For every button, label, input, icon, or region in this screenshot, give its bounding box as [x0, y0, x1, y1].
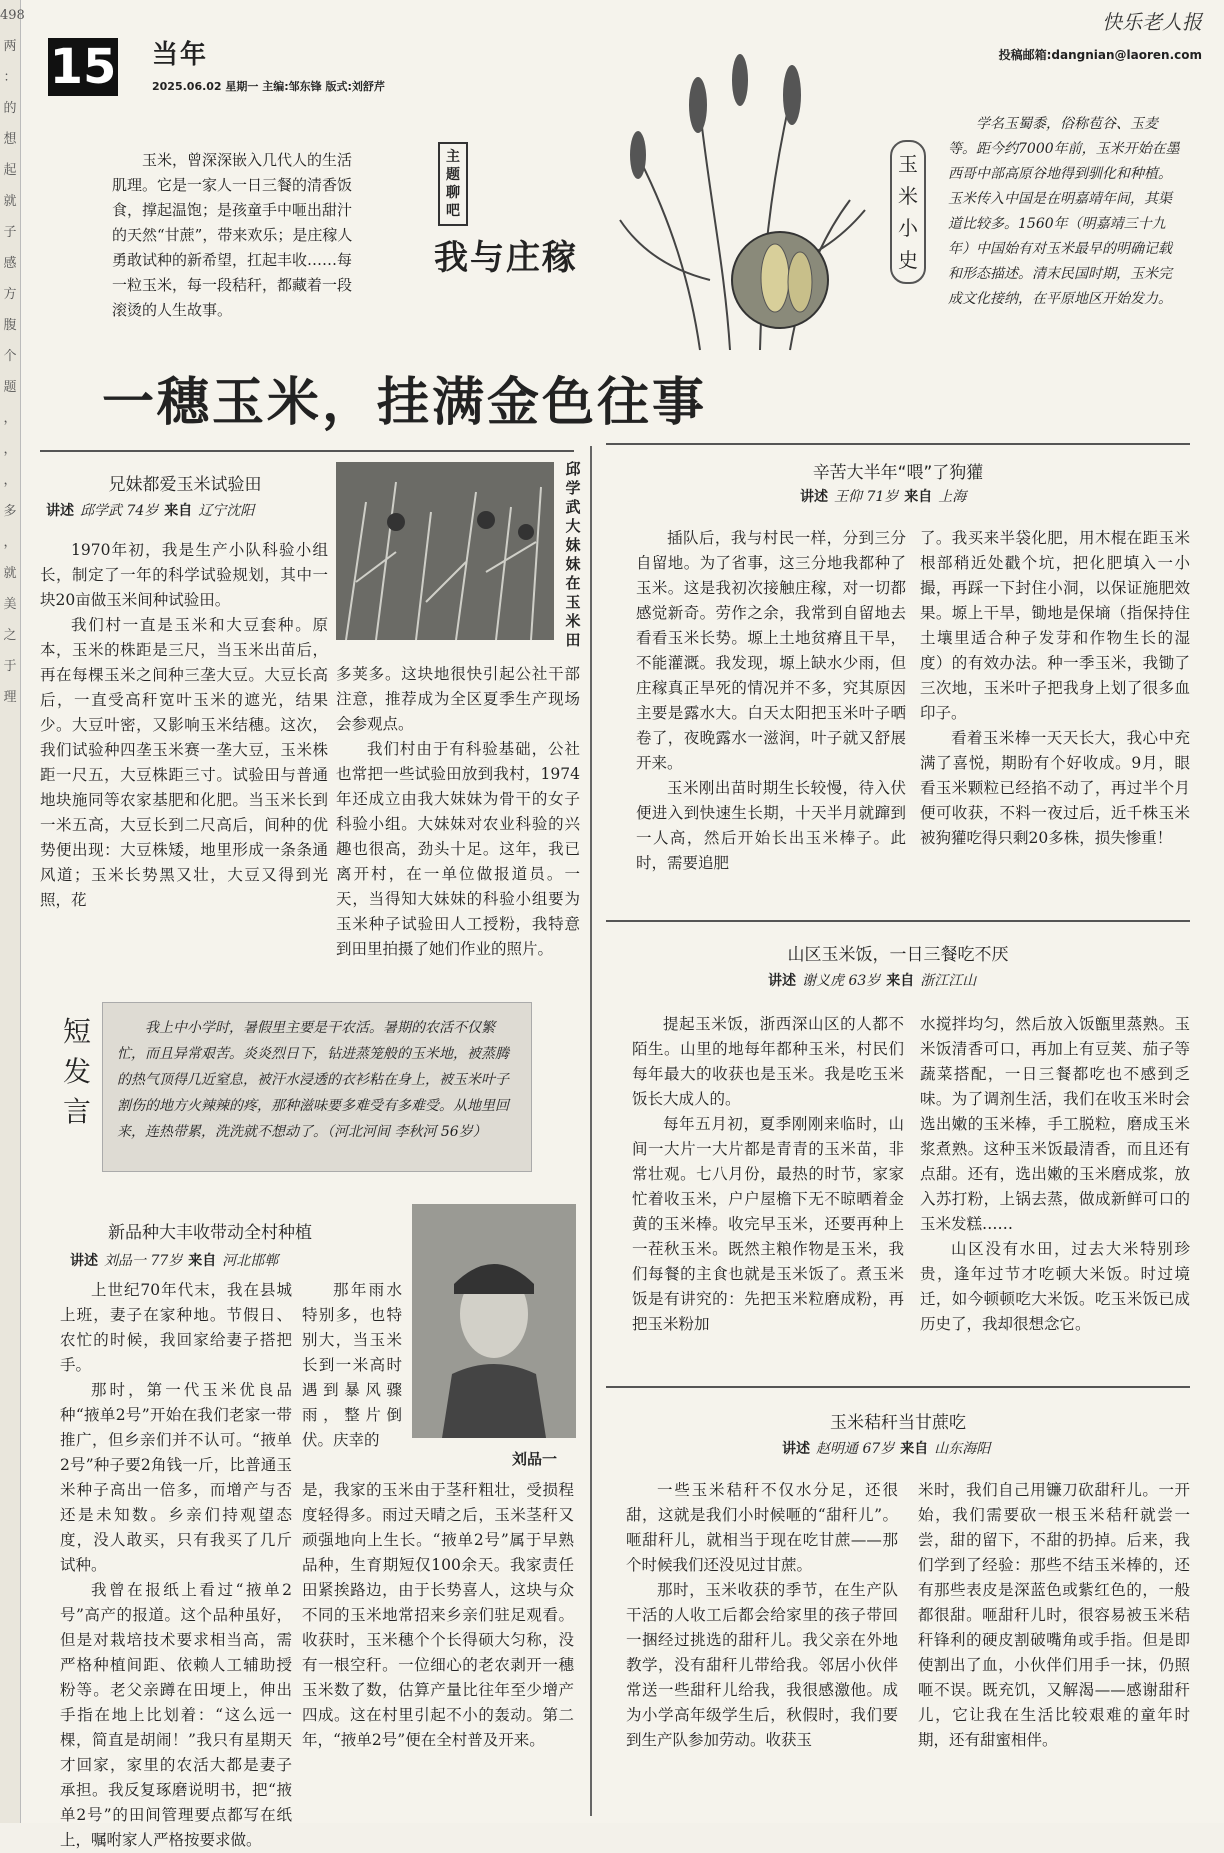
strip-char: 腹	[3, 318, 17, 333]
divider	[606, 1386, 1190, 1388]
strip-char: 理	[3, 690, 17, 705]
strip-char: 就	[3, 566, 17, 581]
article-title: 辛苦大半年“喂”了狗獾	[812, 463, 984, 483]
strip-char: ：	[3, 70, 17, 85]
strip-char: ，	[3, 411, 17, 426]
article-title: 玉米秸秆当甘蔗吃	[830, 1413, 966, 1433]
strip-char: 的	[3, 101, 17, 116]
article-a3-col1: 插队后，我与村民一样，分到三分自留地。为了省事，这三分地我都种了玉米。这是我初次接触庄稼，对一切都感觉新奇。劳作之余，我常到自留地去看看玉米长势。塬上土地贫瘠且干旱，不能灌溉。我发现，塬上缺水少雨，但庄稼真正旱死的情况并不多，究其原因主要是露水大。白天太阳把玉米叶子晒卷了，夜晚露水一滋润，叶子就又舒展开来。 玉米刚出苗时期生长较慢，待入伏便进入到快速生长期，十天半月就蹿到一人高，然后开始长出玉米棒子。此时，需要追肥	[636, 529, 906, 872]
column-divider	[590, 446, 592, 1816]
strip-char: 题	[3, 380, 17, 395]
strip-char: 感	[3, 256, 17, 271]
article-a4-col1: 提起玉米饭，浙西深山区的人都不陌生。山里的地每年都种玉米，村民们每年最大的收获也是玉米。我是吃玉米饭长大成人的。 每年五月初，夏季刚刚来临时，山间一大片一大片都是青青的玉米苗，非常壮观。七八月份，最热的时节，家家忙着收玉米，户户屋檐下无不晾晒着金黄的玉米棒。收完早玉米，还要再种上一茬秋玉米。既然主粮作物是玉米，我们每餐的主食也就是玉米饭了。煮玉米饭是有讲究的：先把玉米粒磨成粉，再把玉米粉加	[632, 1015, 904, 1333]
submission-email: 投稿邮箱:dangnian@laoren.com	[998, 48, 1202, 62]
page-number: 15	[49, 39, 117, 95]
strip-char: ，	[3, 473, 17, 488]
article-a2-col1: 上世纪70年代末，我在县城上班，妻子在家种地。节假日、农忙的时候，我回家给妻子搭把手。 那时，第一代玉米优良品种“掖单2号”开始在我们老家一带推广，但乡亲们并不认可。“掖单2号”种子要2角钱一斤，比普通玉米种子高出一倍多，而增产与否还是未知数。乡亲们持观望态度，没人敢买，只有我买了几斤试种。 我曾在报纸上看过“掖单2号”高产的报道。这个品种虽好，但是对栽培技术要求相当高，需严格种植间距、依赖人工辅助授粉等。老父亲蹲在田埂上，伸出手指在地上比划着：“这么远一棵，简直是胡闹！”我只有星期天才回家，家里的农活大都是妻子承担。我反复琢磨说明书，把“掖单2号”的田间管理要点都写在纸上，嘱咐家人严格按要求做。	[60, 1281, 292, 1849]
article-a4-col2: 水搅拌均匀，然后放入饭甑里蒸熟。玉米饭清香可口，再加上有豆荚、茄子等蔬菜搭配，一日三餐都吃也不感到乏味。为了调剂生活，我们在收玉米时会选出嫩的玉米棒，手工脱粒，磨成玉米浆煮熟。这种玉米饭最清香，而且还有点甜。还有，选出嫩的玉米磨成浆，放入苏打粉，上锅去蒸，做成新鲜可口的玉米发糕…… 山区没有水田，过去大米特别珍贵，逢年过节才吃顿大米饭。时过境迁，如今顿顿吃大米饭。吃玉米饭已成历史了，我却很想念它。	[920, 1015, 1190, 1333]
strip-char: 个	[3, 349, 17, 364]
photo-caption: 邱学武大妹妹在玉米田	[565, 460, 581, 649]
article-byline: 讲述 刘品一 77岁 来自 河北邯郸	[70, 1253, 279, 1269]
corn-illustration	[590, 50, 880, 350]
intro-text: 玉米，曾深深嵌入几代人的生活肌理。它是一家人一日三餐的清香饭食，撑起温饱；是孩童手中咂出甜汁的天然“甘蔗”，带来欢乐；是庄稼人勇敢试种的新希望，扛起丰收……每一粒玉米，每一段秸秆，都藏着一段滚烫的人生故事。	[112, 151, 353, 319]
article-byline: 讲述 赵明通 67岁 来自 山东海阳	[782, 1441, 991, 1457]
article-byline: 讲述 谢义虎 63岁 来自 浙江江山	[768, 973, 977, 989]
paper-logo: 快乐老人报	[1102, 10, 1202, 34]
topic-name: 我与庄稼	[434, 238, 578, 278]
article-title: 兄妹都爱玉米试验田	[108, 475, 262, 495]
cornfield-photo	[336, 462, 554, 640]
divider	[40, 450, 574, 452]
article-a3-col2: 了。我买来半袋化肥，用木棍在距玉米根部稍近处戳个坑，把化肥填入一小撮，再踩一下封住小洞，以保证施肥效果。塬上干旱，锄地是保墒（指保持住土壤里适合种子发芽和作物生长的湿度）的有效办法。种一季玉米，我锄了三次地，玉米叶子把我身上划了很多血印子。 看着玉米棒一天天长大，我心中充满了喜悦，期盼有个好收成。9月，眼看玉米颗粒已经掐不动了，再过半个月便可收获，不料一夜过后，近千株玉米被狗獾吃得只剩20多株，损失惨重！	[920, 529, 1190, 847]
portrait-photo	[412, 1204, 576, 1438]
section-title: 当年	[152, 40, 209, 70]
strip-char: 起	[3, 163, 17, 178]
portrait-caption: 刘品一	[512, 1450, 558, 1468]
article-a2-col2a: 那年雨水特别多，也特别大，当玉米长到一米高时遇到暴风骤雨，整片倒伏。庆幸的	[302, 1281, 402, 1449]
strip-char: 子	[3, 225, 17, 240]
history-text: 学名玉蜀黍，俗称苞谷、玉麦等。距今约7000年前，玉米开始在墨西哥中部高原谷地得到驯化和种植。玉米传入中国是在明嘉靖年间，其渠道比较多。1560年（明嘉靖三十九年）中国始有对玉米最早的明确记载和形态描述。清末民国时期，玉米完成文化接纳，在平原地区开始发力。	[948, 116, 1180, 307]
strip-char: ，	[3, 535, 17, 550]
article-byline: 讲述 邱学武 74岁 来自 辽宁沈阳	[46, 503, 255, 519]
strip-char: 想	[3, 132, 17, 147]
strip-char: 就	[3, 194, 17, 209]
article-title: 新品种大丰收带动全村种植	[108, 1223, 312, 1243]
strip-char: 之	[3, 628, 17, 643]
strip-char: 498	[0, 8, 25, 23]
short-comment-label: 短发言	[62, 1015, 91, 1128]
strip-char: 多	[3, 504, 17, 519]
article-a5-col1: 一些玉米秸秆不仅水分足，还很甜，这就是我们小时候咂的“甜秆儿”。咂甜秆儿，就相当于现在吃甘蔗——那个时候我们还没见过甘蔗。 那时，玉米收获的季节，在生产队干活的人收工后都会给家里的孩子带回一捆经过挑选的甜秆儿。我父亲在外地教学，没有甜秆儿带给我。邻居小伙伴常送一些甜秆儿给我，我很感激他。成为小学高年级学生后，秋假时，我们要到生产队参加劳动。收获玉	[626, 1481, 898, 1749]
divider	[606, 920, 1190, 922]
dateline: 2025.06.02 星期一 主编:邹东锋 版式:刘舒芹	[152, 80, 385, 93]
article-title: 山区玉米饭，一日三餐吃不厌	[787, 945, 1009, 965]
history-label: 玉米小史	[890, 140, 926, 284]
divider	[606, 443, 1190, 445]
strip-char: 方	[3, 287, 17, 302]
strip-char: 于	[3, 659, 17, 674]
strip-char: 两	[3, 39, 17, 54]
article-a2-col2b: 是，我家的玉米由于茎秆粗壮，受损程度轻得多。雨过天晴之后，玉米茎秆又顽强地向上生长。“掖单2号”属于早熟品种，生育期短仅100余天。我家责任田紧挨路边，由于长势喜人，这块与众不同的玉米地常招来乡亲们驻足观看。收获时，玉米穗个个长得硕大匀称，没有一根空秆。一位细心的老农剥开一穗玉米数了数，估算产量比往年至少增产四成。这在村里引起不小的轰动。第二年，“掖单2号”便在全村普及开来。	[302, 1481, 574, 1749]
topic-label: 主题聊吧	[438, 142, 468, 226]
article-a1-col1: 1970年初，我是生产小队科验小组长，制定了一年的科学试验规划，其中一块20亩做玉米间种试验田。 我们村一直是玉米和大豆套种。原本，玉米的株距是三尺，当玉米出苗后，再在每棵玉米之间种三垄大豆。大豆长高后，一直受高秆宽叶玉米的遮光，结果少。大豆叶密，又影响玉米结穗。这次，我们试验种四垄玉米赛一垄大豆，玉米株距一尺五，大豆株距三寸。试验田与普通地块施同等农家基肥和化肥。当玉米长到一米五高，大豆长到二尺高后，间种的优势便出现：大豆株矮，地里形成一条条通风道；玉米长势黑又壮，大豆又得到光照，花	[40, 541, 328, 909]
article-a5-col2: 米时，我们自己用镰刀砍甜秆儿。一开始，我们需要砍一根玉米秸秆就尝一尝，甜的留下，不甜的扔掉。后来，我们学到了经验：那些不结玉米棒的，还有那些表皮是深蓝色或紫红色的，一般都很甜。咂甜秆儿时，很容易被玉米秸秆锋利的硬皮割破嘴角或手指。但是即使割出了血，小伙伴们用手一抹，仍照咂不误。既充饥，又解渴——感谢甜秆儿，它让我在生活比较艰难的童年时期，还有甜蜜相伴。	[918, 1481, 1190, 1749]
main-headline: 一穗玉米，挂满金色往事	[102, 373, 708, 433]
article-byline: 讲述 王仰 71岁 来自 上海	[800, 489, 967, 505]
short-comment-text: 我上中小学时，暑假里主要是干农活。暑期的农活不仅繁忙，而且异常艰苦。炎炎烈日下，钻进蒸笼般的玉米地，被蒸腾的热气顶得几近窒息，被汗水浸透的衣衫粘在身上，被玉米叶子割伤的地方火辣辣的疼，那种滋味要多难受有多难受。从地里回来，连热带累，洗洗就不想动了。（河北河间 李秋河 56岁）	[102, 1002, 532, 1172]
strip-char: 美	[3, 597, 17, 612]
strip-char: ，	[3, 442, 17, 457]
adjacent-page-strip	[0, 0, 25, 1823]
article-a1-col2: 多荚多。这块地很快引起公社干部注意，推荐成为全区夏季生产现场会参观点。 我们村由于有科验基础，公社也常把一些试验田放到我村，1974年还成立由我大妹妹为骨干的女子科验小组。大妹妹对农业科验的兴趣也很高，劲头十足。这年，我已离开村，在一单位做报道员。一天，当得知大妹妹的科验小组要为玉米种子试验田人工授粉，我特意到田里拍摄了她们作业的照片。	[336, 665, 580, 958]
